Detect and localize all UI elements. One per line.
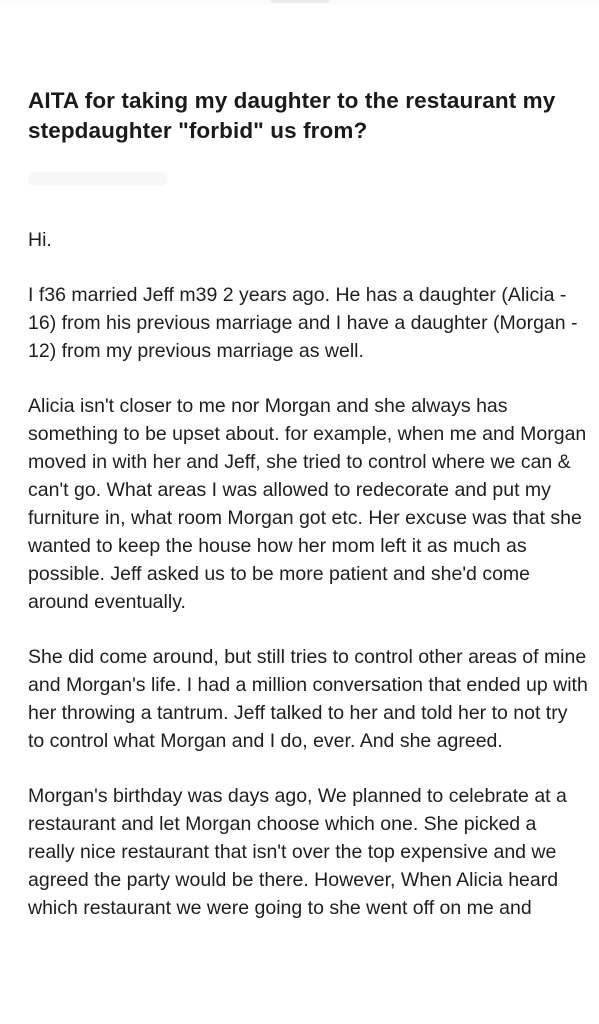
post-meta-placeholder (28, 172, 168, 186)
post-paragraph: She did come around, but still tries to control other areas of mine and Morgan's life. I had a million conversation that ended up with her throwing a tantrum. Jeff talked to her and told her to not try to control what Morgan and I do, ever. And she agreed. (28, 646, 588, 752)
top-bar (0, 0, 599, 10)
post-body (28, 226, 588, 949)
drag-handle[interactable] (270, 0, 330, 3)
post-paragraph: Morgan's birthday was days ago, We planned to celebrate at a restaurant and let Morgan choose which one. She picked a really nice restaurant that isn't over the top expensive and we agreed the party would be there. However, When Alicia heard which restaurant we were going to she went off on me and (28, 785, 567, 919)
post-paragraph: Hi. (28, 229, 52, 251)
post-paragraph: Alicia isn't closer to me nor Morgan and she always has something to be upset about. for example, when me and Morgan moved in with her and Jeff, she tried to control where we can & can't go. What areas I was allowed to redecorate and put my furniture in, what room Morgan got etc. Her excuse was that she wanted to keep the house how her mom left it as much as possible. Jeff asked us to be more patient and she'd come around eventually. (28, 395, 587, 613)
post-paragraph: I f36 married Jeff m39 2 years ago. He has a daughter (Alicia - 16) from his previous marriage and I have a daughter (Morgan - 12) from my previous marriage as well. (28, 284, 578, 362)
post-title: AITA for taking my daughter to the restaurant my stepdaughter "forbid" us from? (28, 88, 556, 143)
